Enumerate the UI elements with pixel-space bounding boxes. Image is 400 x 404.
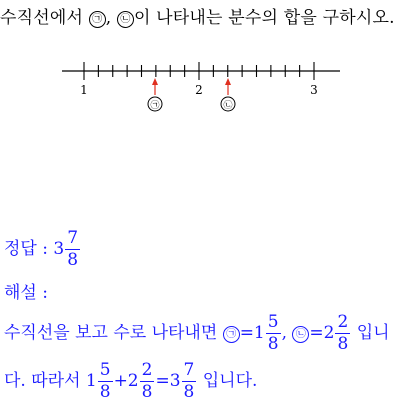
number-line bbox=[0, 58, 400, 120]
result-num: 7 bbox=[183, 360, 195, 380]
result-fraction bbox=[182, 362, 197, 401]
fraction-a bbox=[266, 314, 281, 353]
term2-den: 8 bbox=[141, 382, 153, 402]
term2-num: 2 bbox=[141, 360, 153, 380]
question-part-2: 이 나타내는 분수의 합을 구하시오. bbox=[133, 8, 395, 28]
explanation-line-1 bbox=[4, 314, 390, 353]
explanation-b-eq: =2 bbox=[309, 323, 335, 343]
explanation-mark-b: ㉡ bbox=[292, 326, 309, 343]
explanation-line1-end: 입니 bbox=[356, 323, 390, 343]
explanation-line2-end: 입니다. bbox=[202, 371, 258, 391]
tick-label-2: 2 bbox=[195, 83, 203, 97]
answer-denominator: 8 bbox=[67, 250, 79, 270]
explanation-a-eq: =1 bbox=[239, 323, 265, 343]
question-text bbox=[0, 4, 396, 33]
marker-a-label: ㉠ bbox=[150, 101, 160, 111]
fraction-b-num: 2 bbox=[337, 312, 349, 332]
term1-whole: 1 bbox=[85, 371, 97, 391]
tick-label-1: 1 bbox=[80, 83, 88, 97]
explanation-line-2 bbox=[4, 362, 257, 401]
circled-mark-a: ㉠ bbox=[89, 11, 106, 28]
explanation-sep: , bbox=[281, 323, 287, 343]
answer-line bbox=[4, 230, 81, 269]
explanation-text-1: 수직선을 보고 수로 나타내면 bbox=[4, 323, 218, 343]
equals-result: =3 bbox=[155, 371, 181, 391]
explanation-mark-a: ㉠ bbox=[223, 326, 240, 343]
plus-sign: +2 bbox=[113, 371, 139, 391]
marker-b-label: ㉡ bbox=[223, 101, 233, 111]
arrow-b bbox=[225, 78, 231, 95]
fraction-b-den: 8 bbox=[337, 334, 349, 354]
circled-mark-b: ㉡ bbox=[117, 11, 134, 28]
answer-whole: 3 bbox=[53, 239, 65, 259]
explanation-line2-start: 다. 따라서 bbox=[4, 371, 81, 391]
term1-den: 8 bbox=[99, 382, 111, 402]
fraction-a-den: 8 bbox=[267, 334, 279, 354]
explanation-label: 해설 : bbox=[4, 283, 48, 303]
answer-numerator: 7 bbox=[67, 228, 79, 248]
question-comma: , bbox=[105, 8, 112, 28]
answer-label: 정답 : bbox=[4, 239, 48, 259]
term1-num: 5 bbox=[99, 360, 111, 380]
fraction-b bbox=[335, 314, 350, 353]
term2-fraction bbox=[140, 362, 155, 401]
arrow-a bbox=[152, 78, 158, 95]
term1-fraction bbox=[98, 362, 113, 401]
fraction-a-num: 5 bbox=[267, 312, 279, 332]
result-den: 8 bbox=[183, 382, 195, 402]
question-part-1: 수직선에서 bbox=[0, 8, 84, 28]
tick-label-3: 3 bbox=[310, 83, 318, 97]
answer-fraction bbox=[65, 230, 80, 269]
